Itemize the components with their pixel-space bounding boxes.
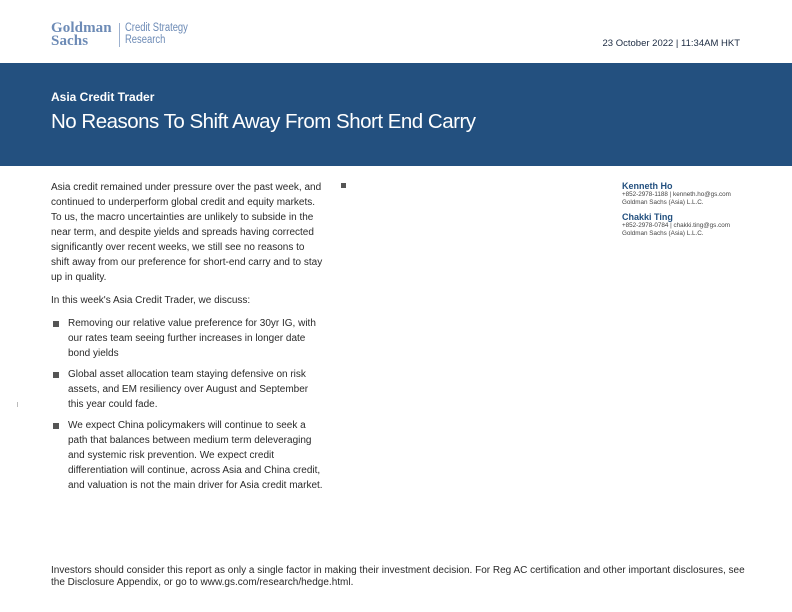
title-banner	[0, 63, 792, 166]
bullet-square-icon	[53, 321, 59, 327]
column-bullet-icon	[341, 183, 346, 188]
logo-subtitle-line-2: Research	[124, 34, 166, 46]
goldman-sachs-logo	[51, 22, 201, 47]
disclaimer-text: Investors should consider this report as only a single factor in making their investment decision. For Reg AC certification and other important disclosures, see the Disclosure Appendix, or go to www.gs.com/research/hedge.html.	[51, 565, 745, 588]
series-name: Asia Credit Trader	[51, 90, 155, 104]
bullet-item	[51, 316, 323, 361]
logo-line-2: Sachs	[51, 32, 89, 49]
publication-date: 23 October 2022 | 11:34AM HKT	[602, 38, 740, 49]
logo-divider	[119, 23, 120, 47]
report-title: No Reasons To Shift Away From Short End Carry	[51, 110, 476, 133]
logo-wordmark	[51, 22, 112, 47]
bullet-text: Global asset allocation team staying defensive on risk assets, and EM resiliency over August and September this year could fade.	[68, 369, 309, 410]
author-entry	[622, 181, 772, 206]
author-name[interactable]: Chakki Ting	[622, 212, 673, 222]
bullet-text: Removing our relative value preference for 30yr IG, with our rates team seeing further increases in longer date bond yields	[68, 318, 316, 359]
author-entry	[622, 212, 772, 237]
intro-paragraph: Asia credit remained under pressure over the past week, and continued to underperform global credit and equity markets. To us, the macro uncertainties are unlikely to subside in the near term, and despite yields and spreads having corrected significantly over recent weeks, we still see no reasons to shift away from our preference for short-end carry and to stay up in quality.	[51, 182, 323, 283]
logo-subtitle-line-1: Credit Strategy	[124, 22, 188, 34]
author-firm: Goldman Sachs (Asia) L.L.C.	[622, 229, 704, 237]
bullet-square-icon	[53, 372, 59, 378]
author-contact[interactable]: +852-2978-0784 | chakki.ting@gs.com	[622, 222, 730, 229]
report-body	[51, 180, 323, 499]
author-contact[interactable]: +852-2978-1188 | kenneth.ho@gs.com	[622, 191, 731, 198]
bullet-square-icon	[53, 423, 59, 429]
logo-line-1: Goldman	[51, 20, 112, 36]
bullet-text: We expect China policymakers will continue to seek a path that balances between medium term deleveraging and systemic risk prevention. We expect credit differentiation will continue, across Asia and China credit, and valuation is not the main driver for Asia credit market.	[68, 420, 323, 491]
author-name[interactable]: Kenneth Ho	[622, 181, 673, 191]
bullet-item	[51, 418, 323, 493]
margin-mark	[17, 402, 18, 407]
bullet-item	[51, 367, 323, 412]
lead-paragraph: In this week's Asia Credit Trader, we discuss:	[51, 295, 251, 306]
author-firm: Goldman Sachs (Asia) L.L.C.	[622, 198, 704, 206]
logo-subtitle	[125, 22, 188, 46]
author-list	[622, 181, 772, 243]
